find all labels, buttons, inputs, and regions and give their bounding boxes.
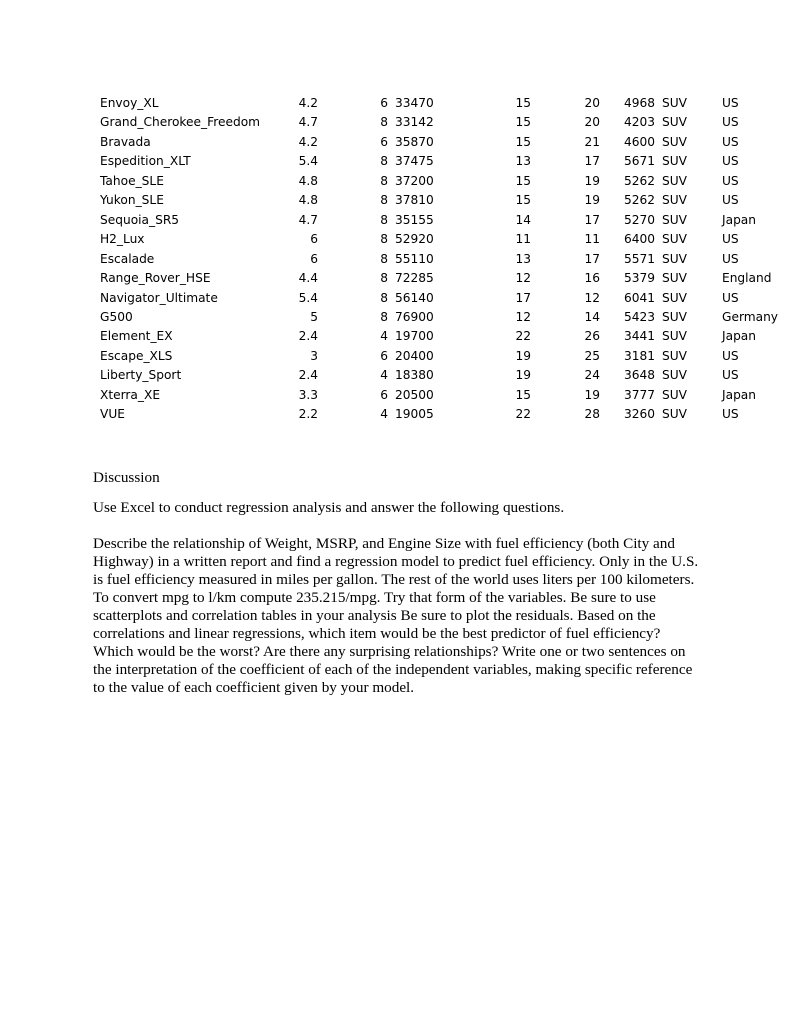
city-mpg-cell: 15	[515, 134, 531, 149]
msrp-cell: 37810	[395, 193, 434, 208]
highway-mpg-cell: 24	[584, 368, 600, 383]
city-mpg-cell: 13	[515, 251, 531, 266]
highway-mpg-cell: 11	[584, 232, 600, 247]
vehicle-type-cell: SUV	[662, 115, 687, 130]
discussion-heading: Discussion	[93, 469, 160, 486]
engine-size-cell: 4.8	[298, 173, 318, 188]
origin-cell: US	[722, 407, 739, 422]
vehicle-type-cell: SUV	[662, 387, 687, 402]
city-mpg-cell: 22	[515, 407, 531, 422]
cylinders-cell: 8	[380, 271, 388, 286]
origin-cell: US	[722, 173, 739, 188]
table-row	[94, 113, 782, 132]
msrp-cell: 20500	[395, 387, 434, 402]
vehicle-type-cell: SUV	[662, 212, 687, 227]
weight-cell: 4203	[623, 115, 655, 130]
city-mpg-cell: 15	[515, 387, 531, 402]
vehicle-data-table	[94, 94, 782, 425]
msrp-cell: 37200	[395, 173, 434, 188]
table-row	[94, 94, 782, 113]
cylinders-cell: 4	[380, 368, 388, 383]
vehicle-type-cell: SUV	[662, 251, 687, 266]
msrp-cell: 20400	[395, 348, 434, 363]
msrp-cell: 35155	[395, 212, 434, 227]
weight-cell: 3777	[623, 387, 655, 402]
weight-cell: 5671	[623, 154, 655, 169]
instruction-text: Use Excel to conduct regression analysis and answer the following questions.	[93, 499, 565, 516]
highway-mpg-cell: 20	[584, 96, 600, 110]
origin-cell: Germany	[722, 309, 779, 324]
cylinders-cell: 4	[380, 407, 388, 422]
city-mpg-cell: 14	[515, 212, 531, 227]
highway-mpg-cell: 19	[584, 173, 600, 188]
engine-size-cell: 5	[310, 309, 318, 324]
vehicle-name-cell: H2_Lux	[100, 232, 145, 247]
weight-cell: 3260	[623, 407, 655, 422]
vehicle-name-cell: Bravada	[100, 134, 151, 149]
weight-cell: 4600	[623, 134, 655, 149]
cylinders-cell: 8	[380, 212, 388, 227]
msrp-cell: 55110	[395, 251, 434, 266]
cylinders-cell: 6	[380, 134, 388, 149]
weight-cell: 4968	[623, 96, 655, 110]
vehicle-name-cell: Espedition_XLT	[100, 154, 191, 169]
engine-size-cell: 2.2	[298, 407, 318, 422]
table-row	[94, 405, 782, 424]
engine-size-cell: 4.8	[298, 193, 318, 208]
engine-size-cell: 6	[310, 232, 318, 247]
vehicle-name-cell: Tahoe_SLE	[100, 173, 164, 188]
origin-cell: US	[722, 134, 739, 149]
highway-mpg-cell: 14	[584, 309, 600, 324]
cylinders-cell: 6	[380, 348, 388, 363]
engine-size-cell: 6	[310, 251, 318, 266]
city-mpg-cell: 15	[515, 115, 531, 130]
origin-cell: US	[722, 290, 739, 305]
vehicle-type-cell: SUV	[662, 309, 687, 324]
table-row	[94, 172, 782, 191]
engine-size-cell: 4.4	[298, 271, 318, 286]
highway-mpg-cell: 26	[584, 329, 600, 344]
vehicle-type-cell: SUV	[662, 407, 687, 422]
vehicle-name-cell: Range_Rover_HSE	[100, 271, 211, 286]
city-mpg-cell: 15	[515, 173, 531, 188]
table-row	[94, 211, 782, 230]
cylinders-cell: 8	[380, 309, 388, 324]
msrp-cell: 37475	[395, 154, 434, 169]
vehicle-name-cell: Sequoia_SR5	[100, 212, 180, 227]
engine-size-cell: 4.2	[298, 134, 318, 149]
weight-cell: 5423	[623, 309, 655, 324]
vehicle-name-cell: VUE	[100, 407, 125, 422]
origin-cell: US	[722, 115, 739, 130]
city-mpg-cell: 19	[515, 368, 531, 383]
vehicle-name-cell: G500	[100, 309, 133, 324]
table-row	[94, 250, 782, 269]
highway-mpg-cell: 25	[584, 348, 600, 363]
vehicle-type-cell: SUV	[662, 193, 687, 208]
city-mpg-cell: 19	[515, 348, 531, 363]
vehicle-name-cell: Liberty_Sport	[100, 368, 182, 383]
highway-mpg-cell: 19	[584, 387, 600, 402]
cylinders-cell: 8	[380, 154, 388, 169]
table-row	[94, 133, 782, 152]
cylinders-cell: 8	[380, 251, 388, 266]
highway-mpg-cell: 12	[584, 290, 600, 305]
table-row	[94, 308, 782, 327]
msrp-cell: 33142	[395, 115, 434, 130]
vehicle-name-cell: Element_EX	[100, 329, 173, 344]
vehicle-type-cell: SUV	[662, 96, 687, 110]
vehicle-type-cell: SUV	[662, 329, 687, 344]
table-row	[94, 366, 782, 385]
origin-cell: US	[722, 96, 739, 110]
msrp-cell: 35870	[395, 134, 434, 149]
cylinders-cell: 8	[380, 193, 388, 208]
vehicle-type-cell: SUV	[662, 154, 687, 169]
vehicle-type-cell: SUV	[662, 271, 687, 286]
origin-cell: US	[722, 193, 739, 208]
highway-mpg-cell: 19	[584, 193, 600, 208]
weight-cell: 5262	[623, 193, 655, 208]
weight-cell: 3181	[623, 348, 655, 363]
highway-mpg-cell: 16	[584, 271, 600, 286]
cylinders-cell: 8	[380, 115, 388, 130]
vehicle-type-cell: SUV	[662, 173, 687, 188]
table-row	[94, 327, 782, 346]
table-row	[94, 191, 782, 210]
highway-mpg-cell: 17	[584, 212, 600, 227]
city-mpg-cell: 17	[515, 290, 531, 305]
engine-size-cell: 5.4	[298, 154, 318, 169]
vehicle-type-cell: SUV	[662, 232, 687, 247]
engine-size-cell: 4.7	[298, 115, 318, 130]
origin-cell: England	[722, 271, 772, 286]
table-row	[94, 386, 782, 405]
city-mpg-cell: 12	[515, 271, 531, 286]
vehicle-type-cell: SUV	[662, 348, 687, 363]
highway-mpg-cell: 21	[584, 134, 600, 149]
origin-cell: US	[722, 368, 739, 383]
highway-mpg-cell: 17	[584, 154, 600, 169]
vehicle-name-cell: Escalade	[100, 251, 155, 266]
city-mpg-cell: 15	[515, 96, 531, 110]
weight-cell: 5262	[623, 173, 655, 188]
city-mpg-cell: 15	[515, 193, 531, 208]
vehicle-name-cell: Escape_XLS	[100, 348, 173, 363]
weight-cell: 3648	[623, 368, 655, 383]
weight-cell: 5270	[623, 212, 655, 227]
table-row	[94, 269, 782, 288]
engine-size-cell: 4.7	[298, 212, 318, 227]
table-body	[94, 94, 782, 425]
msrp-cell: 76900	[395, 309, 434, 324]
engine-size-cell: 2.4	[298, 329, 318, 344]
highway-mpg-cell: 20	[584, 115, 600, 130]
weight-cell: 3441	[623, 329, 655, 344]
table-row	[94, 347, 782, 366]
city-mpg-cell: 13	[515, 154, 531, 169]
origin-cell: US	[722, 154, 739, 169]
origin-cell: Japan	[722, 212, 756, 227]
vehicle-type-cell: SUV	[662, 134, 687, 149]
city-mpg-cell: 12	[515, 309, 531, 324]
vehicle-name-cell: Envoy_XL	[100, 96, 159, 110]
vehicle-type-cell: SUV	[662, 290, 687, 305]
cylinders-cell: 4	[380, 329, 388, 344]
msrp-cell: 52920	[395, 232, 434, 247]
origin-cell: US	[722, 232, 739, 247]
msrp-cell: 56140	[395, 290, 434, 305]
city-mpg-cell: 22	[515, 329, 531, 344]
weight-cell: 5379	[623, 271, 655, 286]
weight-cell: 6400	[623, 232, 655, 247]
origin-cell: US	[722, 348, 739, 363]
weight-cell: 5571	[623, 251, 655, 266]
vehicle-name-cell: Grand_Cherokee_Freedom	[100, 115, 261, 130]
weight-cell: 6041	[623, 290, 655, 305]
cylinders-cell: 6	[380, 387, 388, 402]
origin-cell: Japan	[722, 387, 756, 402]
table-row	[94, 289, 782, 308]
msrp-cell: 33470	[395, 96, 434, 110]
vehicle-name-cell: Yukon_SLE	[100, 193, 164, 208]
msrp-cell: 19700	[395, 329, 434, 344]
msrp-cell: 18380	[395, 368, 434, 383]
msrp-cell: 72285	[395, 271, 434, 286]
table-row	[94, 230, 782, 249]
engine-size-cell: 3	[310, 348, 318, 363]
city-mpg-cell: 11	[515, 232, 531, 247]
engine-size-cell: 2.4	[298, 368, 318, 383]
cylinders-cell: 6	[380, 96, 388, 110]
engine-size-cell: 4.2	[298, 96, 318, 110]
cylinders-cell: 8	[380, 290, 388, 305]
highway-mpg-cell: 17	[584, 251, 600, 266]
vehicle-name-cell: Xterra_XE	[100, 387, 161, 402]
origin-cell: US	[722, 251, 739, 266]
engine-size-cell: 3.3	[298, 387, 318, 402]
table-row	[94, 152, 782, 171]
assignment-paragraph: Describe the relationship of Weight, MSRP, and Engine Size with fuel efficiency (both City and Highway) in a written report and find a regression model to predict fuel efficiency. Only in the U.S. is fuel efficiency measured in miles per gallon. The rest of the world uses liters per 100 kilometers. To convert mpg to l/km compute 235.215/mpg. Try that form of the variables. Be sure to use scatterplots and correlation tables in your analysis Be sure to plot the residuals. Based on the correlations and linear regressions, which item would be the best predictor of fuel efficiency? Which would be the worst? Are there any surprising relationships? Write one or two sentences on the interpretation of the coefficient of each of the independent variables, making specific reference to the value of each coefficient given by your model.	[93, 535, 699, 696]
origin-cell: Japan	[722, 329, 756, 344]
engine-size-cell: 5.4	[298, 290, 318, 305]
cylinders-cell: 8	[380, 173, 388, 188]
msrp-cell: 19005	[395, 407, 434, 422]
vehicle-name-cell: Navigator_Ultimate	[100, 290, 218, 305]
cylinders-cell: 8	[380, 232, 388, 247]
highway-mpg-cell: 28	[584, 407, 600, 422]
vehicle-type-cell: SUV	[662, 368, 687, 383]
